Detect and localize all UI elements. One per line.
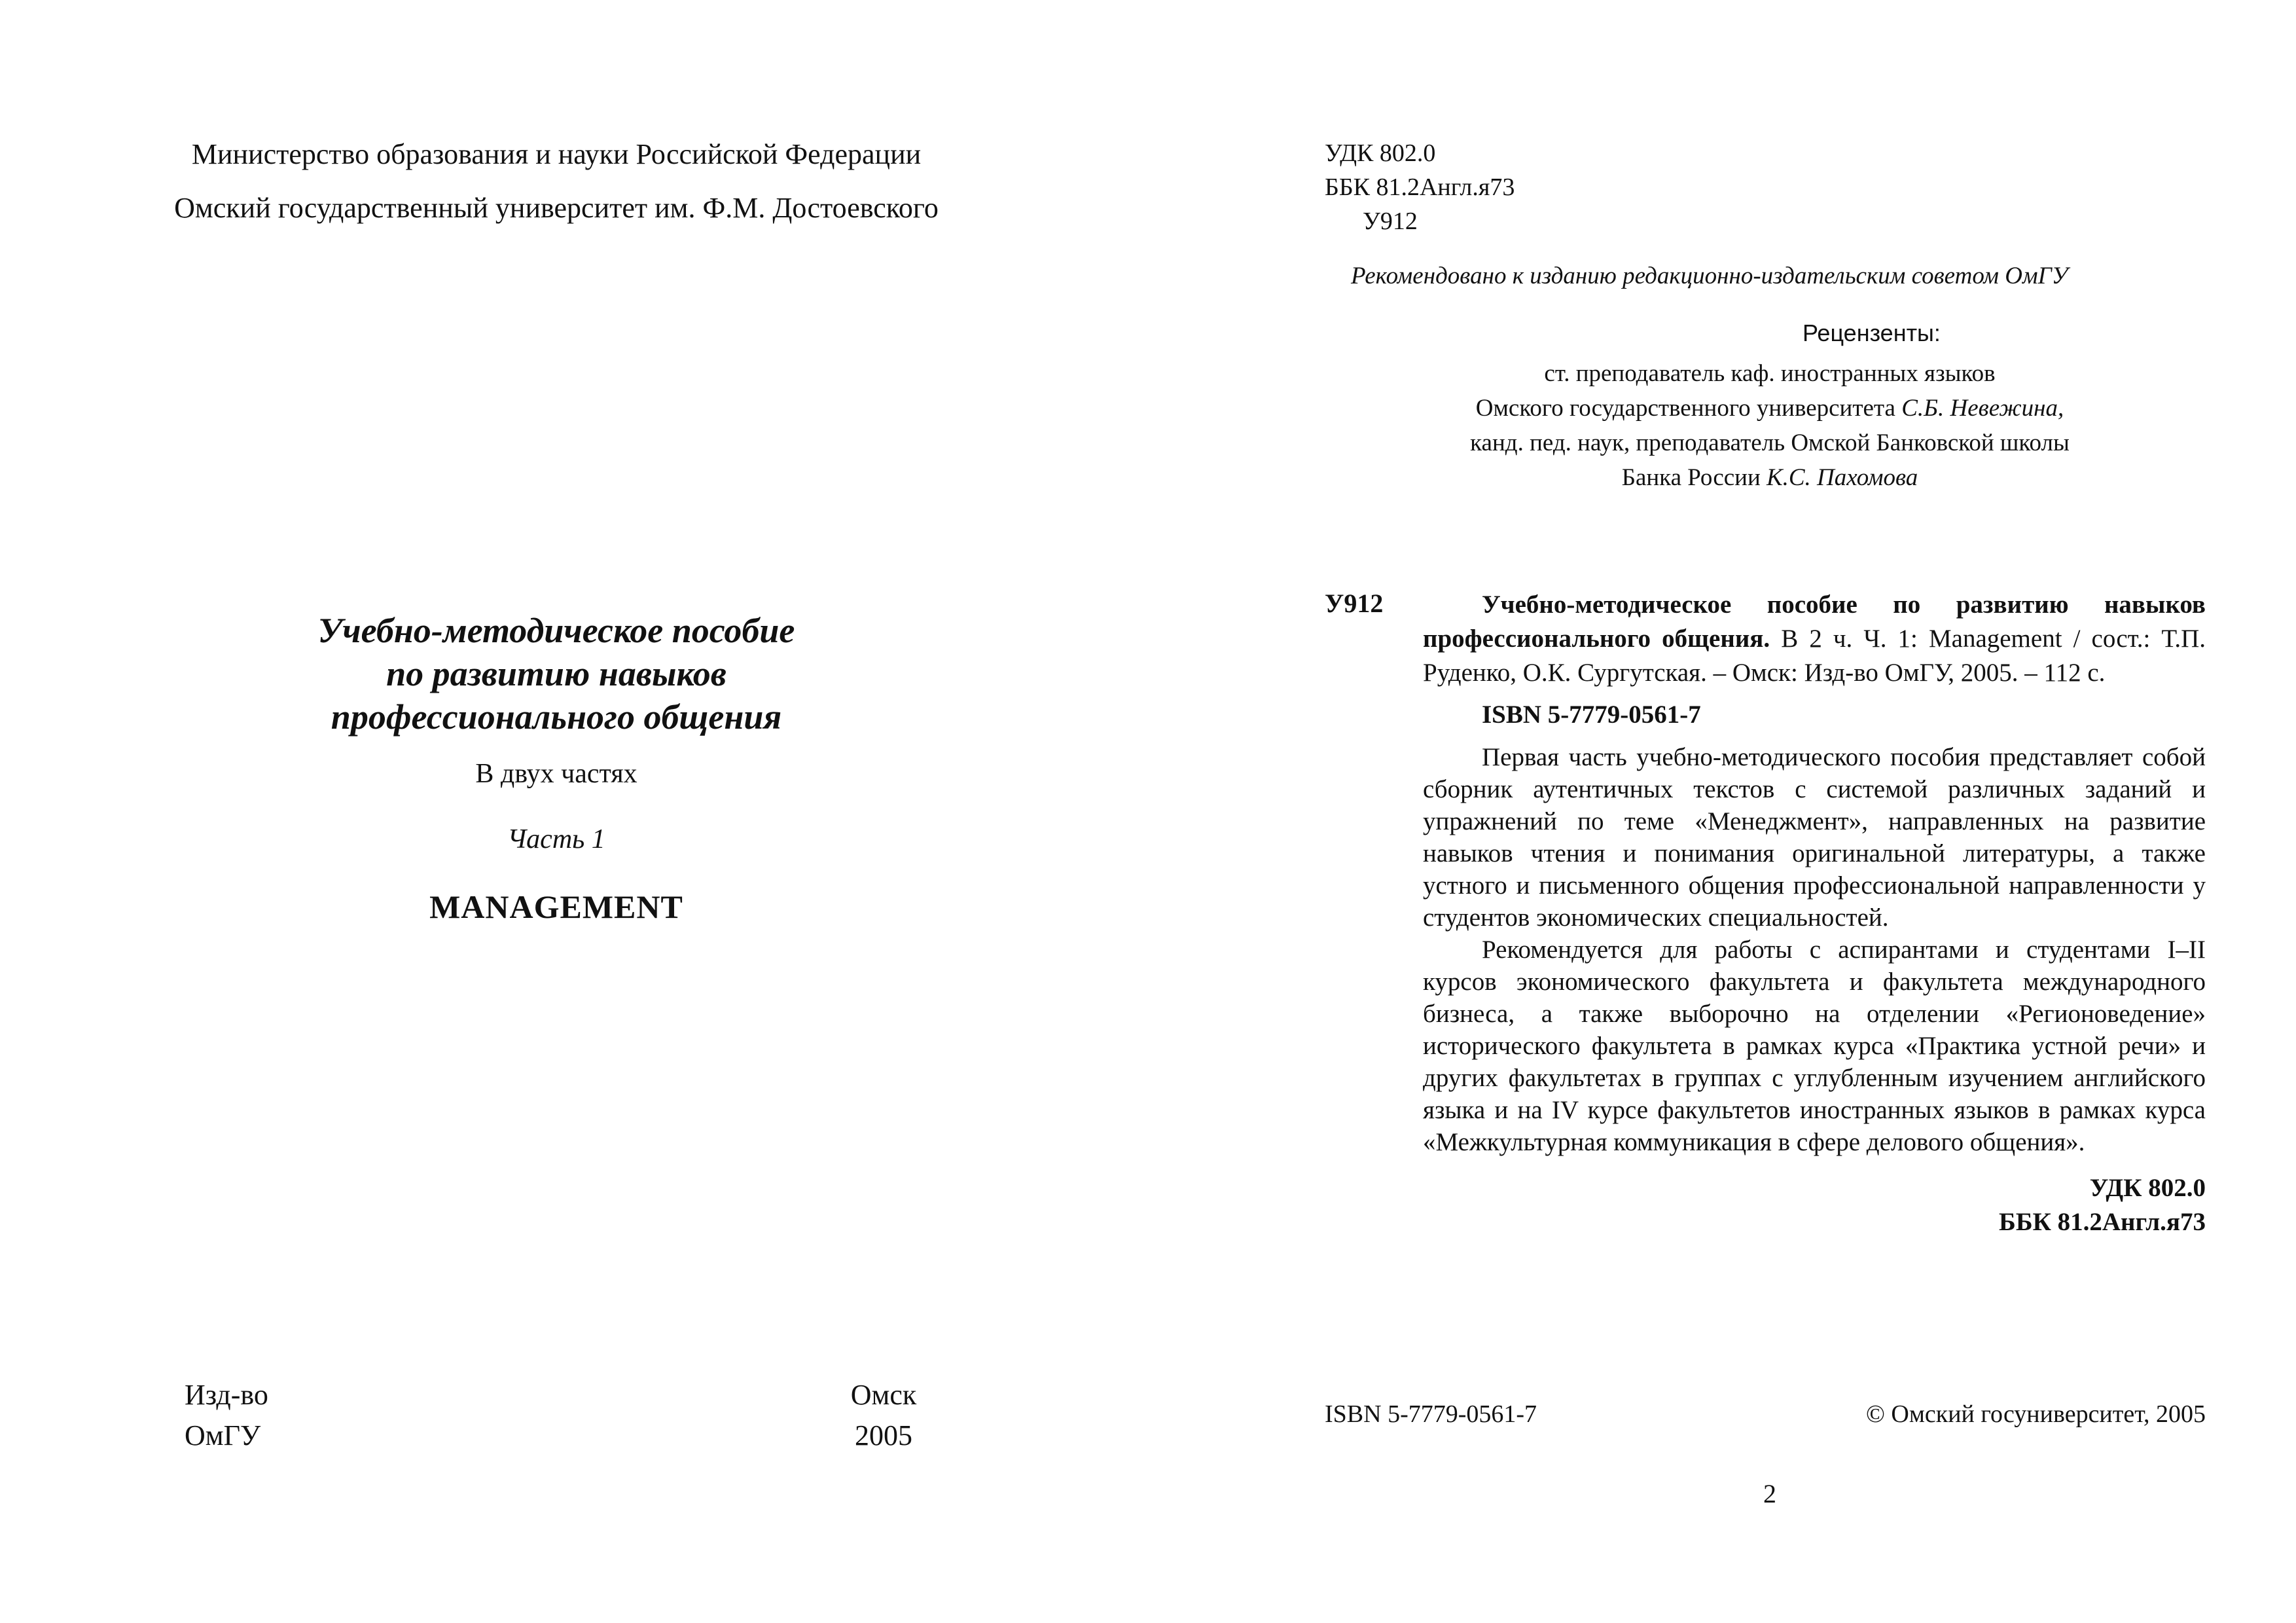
reviewers-title: Рецензенты: — [1803, 319, 1941, 346]
udc-code: УДК 802.0 — [1325, 139, 1436, 167]
copyright: © Омский госуниверситет, 2005 — [1866, 1400, 2206, 1428]
parts-note: В двух частях — [475, 759, 637, 789]
title-block — [98, 609, 1014, 926]
publisher-line: Изд-во — [185, 1379, 268, 1411]
entry-details: В 2 ч. Ч. 1: Management / сост.: Т.П. Руденко, О.К. Сургутская. – Омск: Изд-во ОмГУ, 2005. – 112 с. — [1423, 625, 2206, 687]
part-label: Часть 1 — [507, 824, 605, 854]
book-title-line: по развитию навыков — [386, 654, 726, 693]
year: 2005 — [855, 1419, 912, 1451]
annotation-paragraph: Первая часть учебно-методического пособия представляет собой сборник аутентичных текстов с системой различных заданий и упражнений по теме «Менеджмент», направленных на развитие навыков чтения и понимания оригинальной литературы, а также устного и письменного общения профессиональной направленности у студентов экономических специальностей. — [1423, 743, 2206, 932]
page-number: 2 — [1763, 1479, 1776, 1508]
entry-udc: УДК 802.0 — [2089, 1174, 2206, 1202]
right-page — [1148, 0, 2296, 1623]
book-title-line: Учебно-методическое пособие — [317, 611, 795, 650]
annotation-paragraph: Рекомендуется для работы с аспирантами и студентами I–II курсов экономического факультета и факультета международного бизнеса, а также выборочно на отделении «Регионоведение» исторического факультета в рамках курса «Практика устной речи» и других факультетах в группах с углубленным изучением английского языка и на IV курсе факультетов иностранных языков в рамках курса «Межкультурная коммуникация в сфере делового общения». — [1423, 936, 2206, 1156]
reviewer-line — [1344, 391, 2195, 426]
classification-block — [1325, 136, 1515, 238]
book-title — [98, 609, 1014, 739]
ministry-name: Министерство образования и науки Российской Федерации — [191, 138, 922, 170]
book-title-line: профессионального общения — [331, 697, 782, 737]
reviewer-line: ст. преподаватель каф. иностранных языков — [1544, 360, 1996, 387]
reviewer-name: К.С. Пахомова — [1767, 464, 1918, 491]
author-code: У912 — [1363, 208, 1418, 235]
reviewer-affiliation: Омского государственного университета — [1475, 395, 1902, 422]
publisher-line: ОмГУ — [185, 1419, 261, 1451]
entry-isbn: ISBN 5-7779-0561-7 — [1482, 701, 1701, 729]
bbk-code: ББК 81.2Англ.я73 — [1325, 173, 1515, 201]
reviewer-name: С.Б. Невежина, — [1901, 395, 2064, 422]
entry-title: Учебно-методическое пособие по развитию навыков профессионального общения. — [1423, 591, 2206, 653]
part-name: MANAGEMENT — [429, 888, 683, 925]
reviewer-line: канд. пед. наук, преподаватель Омской Банковской школы — [1470, 429, 2070, 456]
footer-isbn: ISBN 5-7779-0561-7 — [1325, 1400, 1537, 1428]
bibliographic-entry — [1423, 588, 2206, 1239]
entry-classification — [1423, 1171, 2206, 1239]
entry-bbk: ББК 81.2Англ.я73 — [1999, 1208, 2206, 1236]
entry-author-code: У912 — [1325, 589, 1384, 618]
city-year — [818, 1375, 949, 1456]
publisher — [185, 1375, 268, 1456]
reviewer-line — [1344, 460, 2195, 495]
recommendation-note: Рекомендовано к изданию редакционно-издательским советом ОмГУ — [1351, 263, 2068, 289]
bibliographic-description — [1423, 588, 2206, 690]
university-name: Омский государственный университет им. Ф.М. Достоевского — [174, 192, 939, 224]
reviewer-affiliation: Банка России — [1621, 464, 1767, 491]
reviewers-list — [1344, 356, 2195, 495]
city: Омск — [850, 1379, 917, 1411]
